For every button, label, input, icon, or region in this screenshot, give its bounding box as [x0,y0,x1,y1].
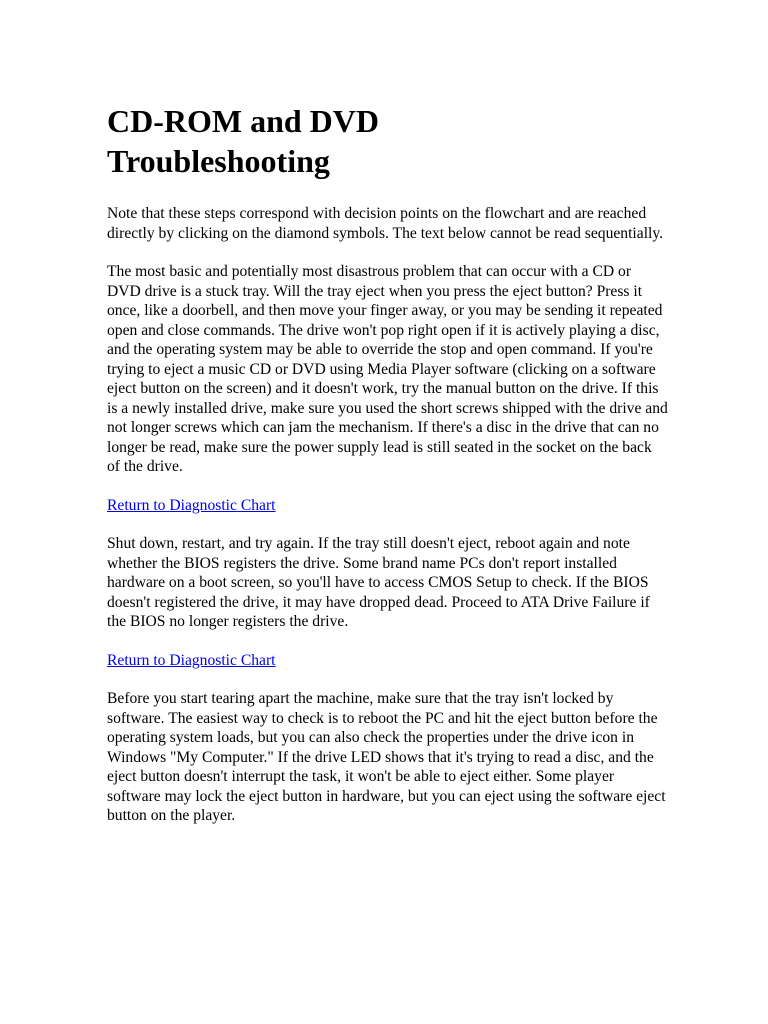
page-title: CD-ROM and DVD Troubleshooting [107,103,379,179]
link-paragraph [107,651,668,671]
link-paragraph [107,496,668,516]
stuck-tray-paragraph: The most basic and potentially most disastrous problem that can occur with a CD or DVD drive is a stuck tray. Will the tray eject when you press the eject button? Press it once, like a doorbell, and then move your finger away, or you may be sending it repeated open and close commands. The drive won't pop right open if it is actively playing a disc, and the operating system may be able to override the stop and open command. If you're trying to eject a music CD or DVD using Media Player software (clicking on a software eject button on the screen) and it doesn't work, try the manual button on the drive. If this is a newly installed drive, make sure you used the short screws shipped with the drive and not longer screws which can jam the mechanism. If there's a disc in the drive that can no longer be read, make sure the power supply lead is still seated in the socket on the back of the drive. [107,263,668,475]
return-to-diagnostic-chart-link[interactable]: Return to Diagnostic Chart [107,496,276,514]
intro-paragraph: Note that these steps correspond with decision points on the flowchart and are reached directly by clicking on the diamond symbols. The text below cannot be read sequentially. [107,205,664,242]
software-lock-paragraph: Before you start tearing apart the machine, make sure that the tray isn't locked by software. The easiest way to check is to reboot the PC and hit the eject button before the operating system loads, but you can also check the properties under the drive icon in Windows "My Computer." If the drive LED shows that it's trying to read a disc, and the eject button doesn't interrupt the task, it won't be able to eject either. Some player software may lock the eject button in hardware, but you can eject using the software eject button on the player. [107,690,666,824]
restart-paragraph: Shut down, restart, and try again. If the tray still doesn't eject, reboot again and note whether the BIOS registers the drive. Some brand name PCs don't report installed hardware on a boot screen, so you'll have to access CMOS Setup to check. If the BIOS doesn't registered the drive, it may have dropped dead. Proceed to ATA Drive Failure if the BIOS no longer registers the drive. [107,535,650,630]
return-to-diagnostic-chart-link[interactable]: Return to Diagnostic Chart [107,651,276,669]
